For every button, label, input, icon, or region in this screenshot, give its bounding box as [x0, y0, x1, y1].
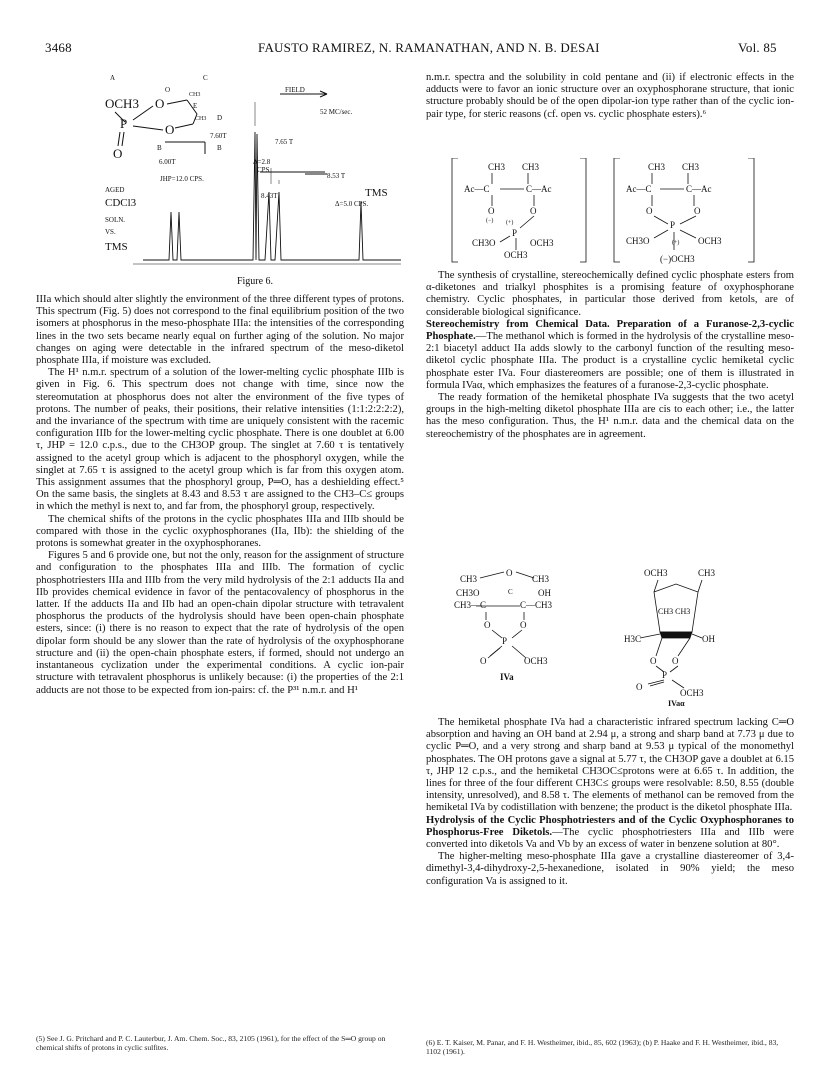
fig-tms-left: TMS: [105, 241, 128, 253]
ivaa-p: P: [662, 670, 668, 680]
ivaa-ch3-ch3: CH3 CH3: [658, 607, 691, 616]
s1-ac-c-left: Ac—C: [464, 184, 490, 194]
s2-och3-right: OCH3: [698, 236, 722, 246]
footnote-5: (5) See J. G. Pritchard and P. C. Lauterbur, J. Am. Chem. Soc., 83, 2105 (1961), for the effect of the S═O group on chemical shifts of protons in cyclic sulfites.: [36, 1034, 386, 1052]
ivaa-oh: OH: [702, 634, 715, 644]
iva-ring-o: O: [506, 568, 513, 578]
fig-label-o-top: O: [165, 86, 171, 94]
s1-och3-right: OCH3: [530, 238, 554, 248]
running-authors: FAUSTO RAMIREZ, N. RAMANATHAN, AND N. B. DESAI: [258, 40, 600, 55]
iva-ch3o: CH3O: [456, 588, 480, 598]
volume-label: Vol. 85: [738, 40, 777, 55]
figure-6-nmr-spectrum: [105, 72, 405, 272]
fig-t600: 6.00T: [159, 158, 176, 166]
iva-ch3-c: CH3—C: [454, 600, 487, 610]
left-paragraph-3: The chemical shifts of the protons in the cyclic phosphates IIIa and IIIb should be compared with those in the cyclic oxyphosphoranes (IIa, IIb): the shielding of the protons is somewhat greater in the oxyphosphoranes.: [36, 513, 404, 550]
s1-ch3o: CH3O: [472, 238, 496, 248]
iva-o-right: O: [520, 620, 527, 630]
s1-c-ac-right: C—Ac: [526, 184, 552, 194]
section-heading-furanose: Stereochemistry from Chemical Data. Preparation of a Furanose-2,3-cyclic Phosphate.: [426, 318, 794, 343]
s1-minus: (−): [486, 218, 494, 224]
right-paragraph-5: The hemiketal phosphate IVa had a characteristic infrared spectrum lacking C═O absorption and having an OH band at 2.94 μ, a strong and sharp band at 7.73 μ due to cyclic P═O, and a very strong and sharp band at 9.53 μ typical of the monomethyl phosphates. The OH protons gave a signal at 5.77 τ, the CH3OP gave a doublet at 6.15 τ, JHP 12 c.p.s., and the hemiketal CH3OC≤protons were at 6.65 τ. In addition, the lines for three of the four different CH3C≤ groups were resolvable: 8.50, 8.55 (double intensity, unresolved), and 8.58 τ. The elements of methanol can be removed from the hemiketal IVa by codistillation with benzene; the product is the diketol phosphate IIIa.: [426, 717, 794, 814]
ivaa-o-bottom: O: [636, 682, 643, 692]
s2-ch3-right: CH3: [682, 162, 700, 172]
fig-vs: VS.: [105, 228, 116, 236]
fig-soln: SOLN.: [105, 216, 126, 224]
right-paragraph-4: The ready formation of the hemiketal phosphate IVa suggests that the two acetyl groups in the high-melting diketol phosphate IIIa are cis to each other; i.e., the latter has the meso configuration. Thus, the H¹ n.m.r. data and the chemical data on the stereochemistry of the phosphates are in agreement.: [426, 392, 794, 440]
fig-t853: 8.53 T: [327, 172, 346, 180]
ivaa-och3: OCH3: [680, 688, 704, 698]
fig-cdcl3: CDCl3: [105, 197, 137, 209]
ivaa-och3-top: OCH3: [644, 568, 668, 578]
fig-t765: 7.65 T: [275, 138, 294, 146]
s1-o-right: O: [530, 206, 537, 216]
s2-o-left: O: [646, 206, 653, 216]
s1-och3-bottom: OCH3: [504, 250, 528, 260]
s1-p: P: [512, 228, 518, 238]
left-paragraph-2: The H¹ n.m.r. spectrum of a solution of the lower-melting cyclic phosphate IIIb is given in Fig. 6. This spectrum does not change with time, since now the stereomutation at phosphorus does not alter the environment of the five types of protons. The number of peaks, their positions, their relative intensities (1:1:2:2:2:2), and the invariance of the spectrum with time are uniquely consistent with the racemic configuration IIIb for the lower-melting cyclic phosphate. There is one doublet at 6.00 τ, JHP = 12.0 c.p.s., due to the CH3OP group. The singlet at 7.60 τ is tentatively assigned to the acetyl group which is adjacent to the phosphoryl oxygen, while the singlet at 7.65 τ is assigned to the acetyl group which is far from this oxygen atom. This assignment assumes that the phosphoryl group, P═O, has a deshielding effect.⁵ On the same basis, the singlets at 8.43 and 8.53 τ are assigned to the CH3–C≤ groups in which the methyl is next to, and far from, the phosphoryl group, respectively.: [36, 367, 404, 513]
iva-p: P: [502, 636, 508, 646]
fig-och3: OCH3: [105, 96, 139, 111]
fig-label-ch3-c: CH3: [189, 92, 201, 98]
fig-label-a: A: [110, 74, 116, 82]
structures-ionic: [450, 158, 780, 268]
fig-frequency: 52 MC/sec.: [320, 108, 353, 116]
iva-ch3-right: CH3: [532, 574, 550, 584]
iva-o-bottom: O: [480, 656, 487, 666]
s1-plus: (+): [506, 220, 514, 226]
s2-p: P: [670, 220, 676, 230]
s1-o-left: O: [488, 206, 495, 216]
ivaa-h3c: H3C: [624, 634, 642, 644]
fig-label-b2: B: [217, 144, 222, 152]
iva-ch3-left: CH3: [460, 574, 478, 584]
ivaa-label: IVaα: [668, 699, 685, 706]
structures-iva: [436, 566, 776, 706]
footnote-6: (6) E. T. Kaiser, M. Panar, and F. H. Westheimer, ibid., 85, 602 (1963); (b) P. Haake and F. H. Westheimer, ibid., 83, 1102 (1961).: [426, 1038, 779, 1056]
page-number: 3468: [45, 40, 72, 55]
figure-6-caption: Figure 6.: [236, 276, 274, 287]
fig-cps: CPS: [257, 166, 270, 174]
s2-ch3-left: CH3: [648, 162, 666, 172]
right-paragraph-6: —The cyclic phosphotriesters IIIa and IIIb were converted into diketols Va and Vb by an excess of water in benzene solution at 80°.: [426, 826, 794, 851]
s2-c-ac-right: C—Ac: [686, 184, 712, 194]
fig-label-b1: B: [157, 144, 162, 152]
right-column-bottom: [426, 717, 794, 888]
iva-label: IVa: [500, 672, 514, 682]
s2-o-right: O: [694, 206, 701, 216]
fig-tms-right: TMS: [365, 187, 388, 199]
left-paragraph-1: IIIa which should alter slightly the environment of the three different types of protons. This spectrum (Fig. 5) does not correspond to the final equilibrium position of the two isomers at phosphorus in the meso-phosphate IIIa: the intensities of the corresponding lines in the two sets became nearly equal on further aging of the solution. No major changes on aging were detectable in the infrared spectrum of the meso-diketol phosphate IIIa, if moisture was excluded.: [36, 294, 404, 367]
ivaa-o-left: O: [650, 656, 657, 666]
fig-aged: AGED: [105, 186, 125, 194]
fig-o2: O: [165, 122, 175, 137]
ivaa-ch3-top: CH3: [698, 568, 716, 578]
fig-label-d: D: [217, 114, 223, 122]
fig-delta28: Δ=2.8: [253, 158, 271, 166]
fig-o1: O: [155, 96, 165, 111]
s2-ac-c-left: Ac—C: [626, 184, 652, 194]
right-column-top: [426, 72, 794, 121]
s2-ch3o: CH3O: [626, 236, 650, 246]
iva-c-ch3: C—CH3: [520, 600, 553, 610]
s1-ch3-right: CH3: [522, 162, 540, 172]
fig-label-c: C: [203, 74, 208, 82]
fig-o3: O: [113, 146, 123, 161]
right-paragraph-7: The higher-melting meso-phosphate IIIa gave a crystalline diastereomer of 3,4-dimethyl-3,4-dihydroxy-2,5-hexanedione, isolated in 90% yield; the meso configuration Va is assigned to it.: [426, 851, 794, 887]
fig-t760: 7.60T: [210, 132, 227, 140]
fig-label-e: E: [193, 102, 198, 110]
fig-t843: 8.43T: [261, 192, 278, 200]
fig-jhp: JHP=12.0 CPS.: [160, 175, 204, 183]
fig-delta50: Δ=5.0 CPS.: [335, 200, 369, 208]
iva-o-left: O: [484, 620, 491, 630]
fig-field: FIELD: [285, 86, 305, 94]
left-paragraph-4: Figures 5 and 6 provide one, but not the only, reason for the assignment of structure and configuration to the phosphates IIIa and IIIb. The formation of cyclic phosphotriesters IIIa and IIIb from the very mild hydrolysis of the 2:1 adducts IIa and IIb provides chemical evidence in favor of the pentacovalency of phosphorus in the latter. If the adducts IIa and IIb had an open-chain dipolar structure with tetravalent phosphorus the products of the hydrolysis should have been open-chain phosphate esters, since: (i) there is no reason to expect that the rate of hydrolysis of the open dipolar form should be any slower than the rate of hydrolysis of the oxyphosphorane structure and (ii) the open-chain phosphate esters, if formed, should not undergo an instantaneous cyclization under the experimental conditions. A cyclic ion-pair structure with tetravalent phosphorus is unlikely because: (i) the properties of the 2:1 adducts are not those to be expected from ion-pairs: cf. the P³¹ n.m.r. and H¹: [36, 550, 404, 696]
s2-plus: (+): [672, 240, 680, 246]
iva-och3: OCH3: [524, 656, 548, 666]
iva-c: C: [508, 588, 513, 596]
left-column: [36, 294, 404, 697]
right-paragraph-1: n.m.r. spectra and the solubility in cold pentane and (ii) if electronic effects in the adducts were to favor an ionic structure over an oxyphosphorane structure, that ionic structure probably should be of the open dipolar-ion type rather than of the cyclic ion-pair type, for steric reasons (cf. open vs. cyclic phosphate esters).⁶: [426, 72, 794, 120]
iva-oh: OH: [538, 588, 551, 598]
right-paragraph-3: —The methanol which is formed in the hydrolysis of the crystalline meso-2:1 biacetyl adduct IIa adds slowly to the carbonyl function of the resulting meso-diketol cyclic phosphate IIIa. The product is a crystalline cyclic hemiketal cyclic phosphate ester IVa. Four diastereomers are possible; one of them is illustrated in formula IVaα, which emphasizes the features of a furanose-2,3-cyclic phosphate.: [426, 331, 794, 391]
right-column-main: [426, 270, 794, 441]
s1-ch3-left: CH3: [488, 162, 506, 172]
fig-p: P: [120, 116, 128, 131]
s2-och3-bottom: (−)OCH3: [660, 254, 695, 264]
right-paragraph-2: The synthesis of crystalline, stereochemically defined cyclic phosphate esters from α-diketones and trialkyl phosphites is a promising feature of oxyphosphorane chemistry. Cyclic phosphates, in particular those derived from ketols, are of considerable biological significance.: [426, 270, 794, 318]
section-heading-hydrolysis: Hydrolysis of the Cyclic Phosphotriesters and of the Cyclic Oxyphosphoranes to Phosphorus-Free Diketols.: [426, 814, 794, 838]
ivaa-o-right: O: [672, 656, 679, 666]
fig-ch3-d: CH3: [195, 116, 207, 122]
